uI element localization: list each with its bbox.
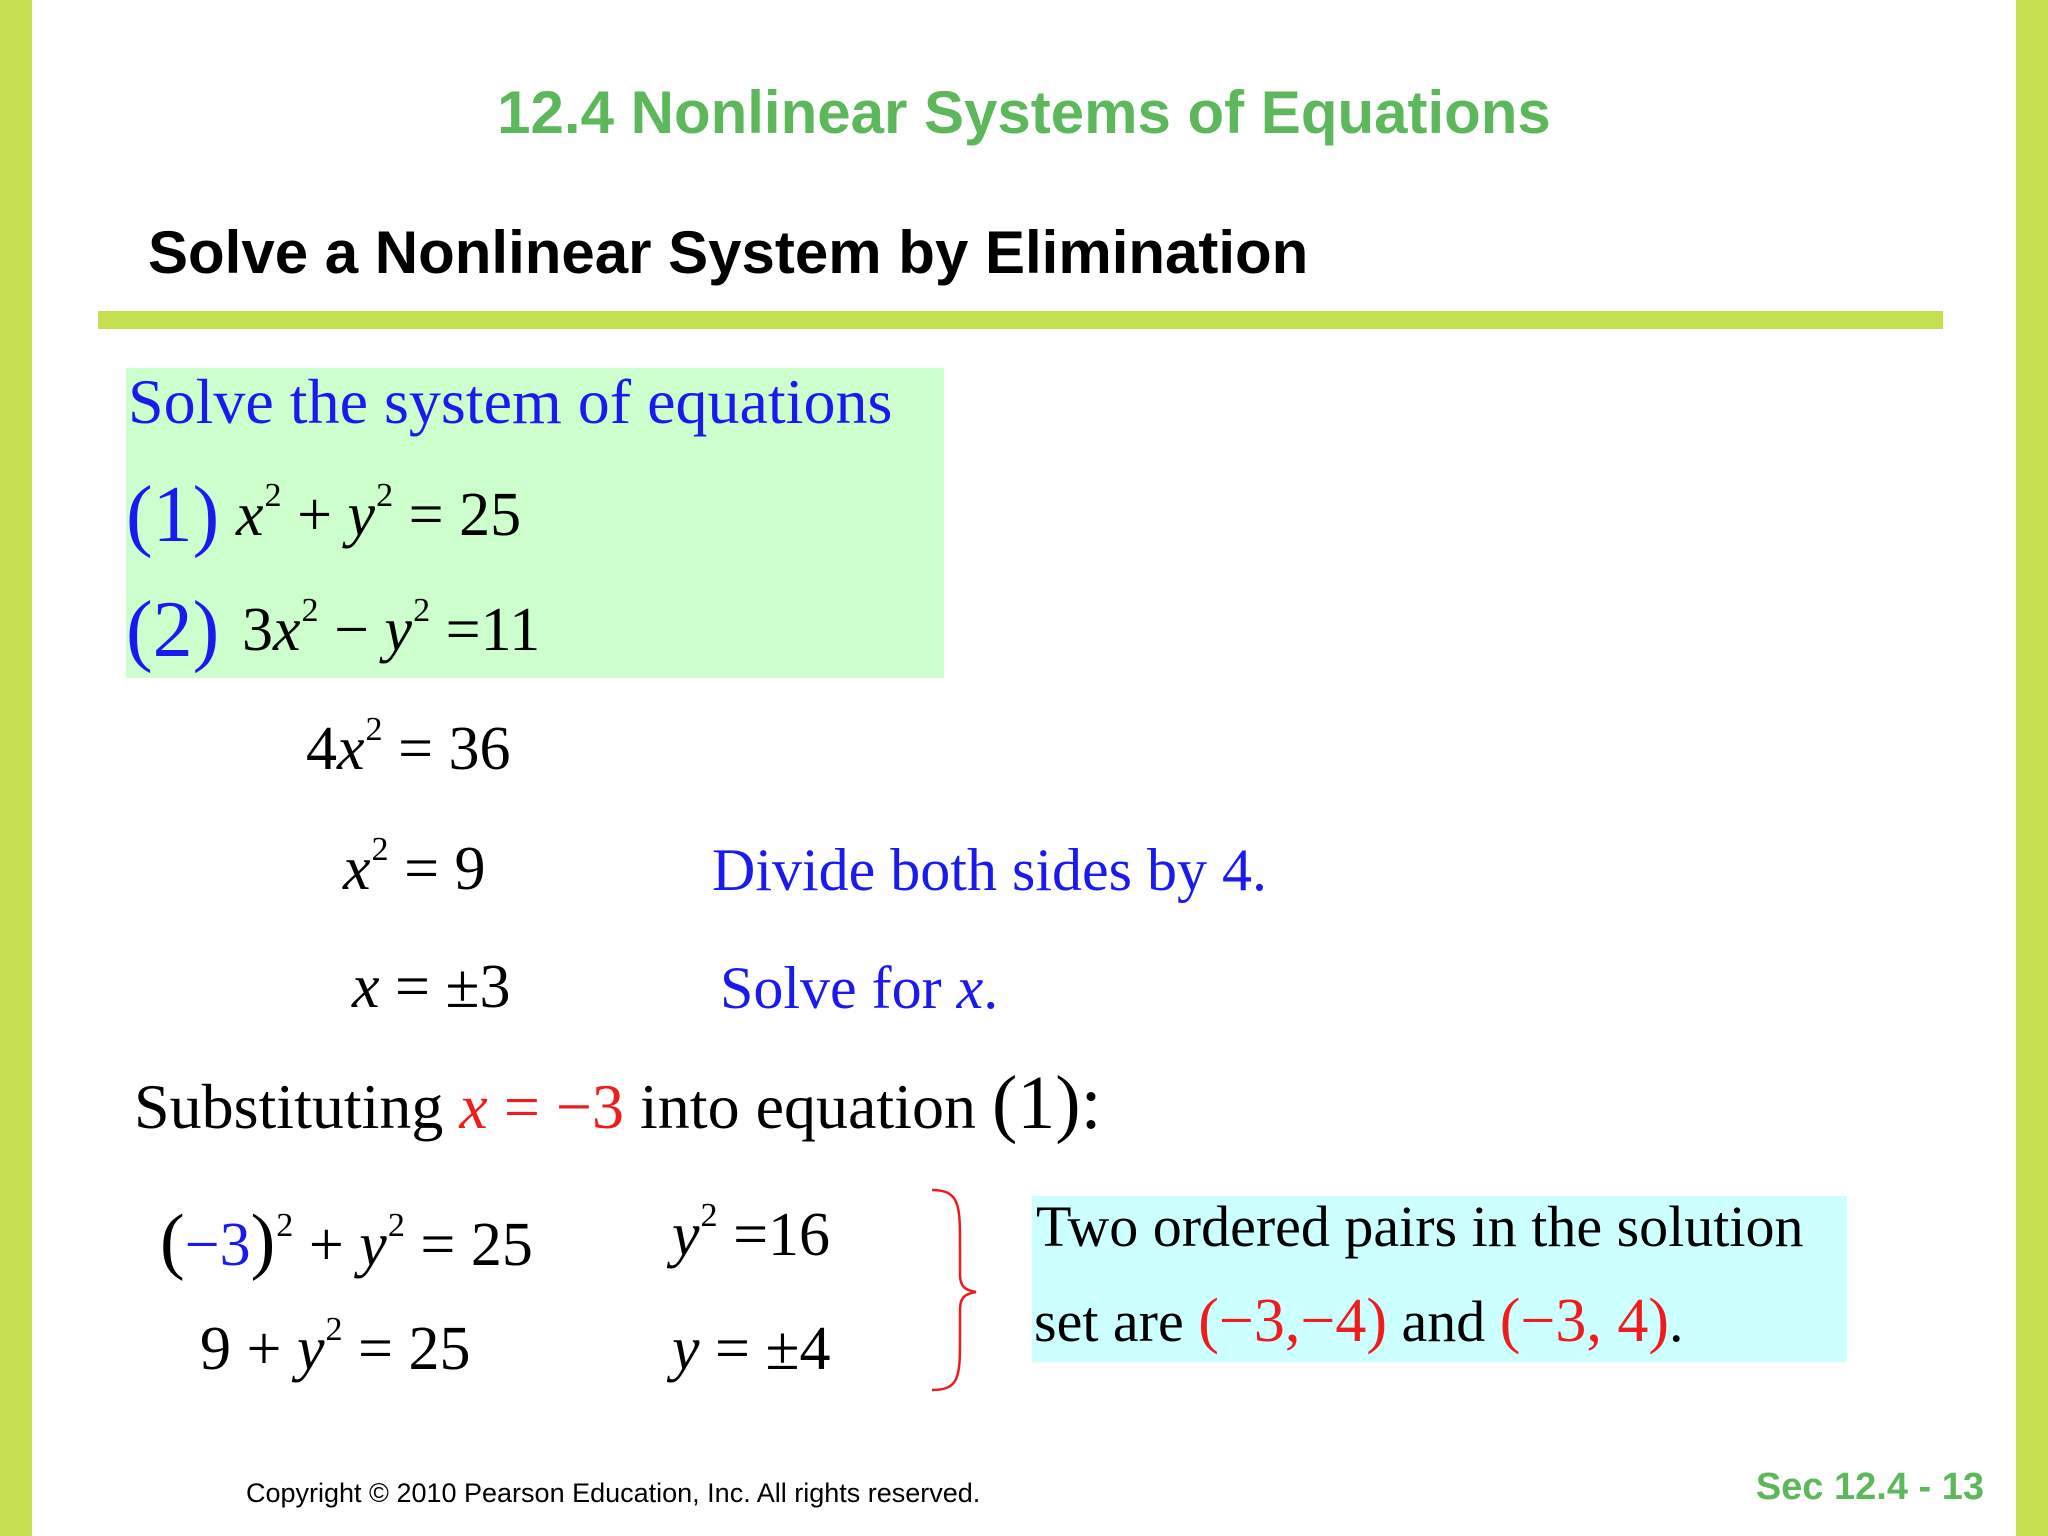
solution-line-1: Two ordered pairs in the solution: [1036, 1194, 1804, 1259]
title-divider: [98, 311, 1943, 329]
solution-pair-1: (−3,−4): [1198, 1287, 1387, 1355]
work-left-line-2: $9 + y^2 = 25$: [200, 1311, 471, 1383]
slide-subtitle: Solve a Nonlinear System by Elimination: [148, 219, 1309, 286]
step-3-math: x = ±3: [352, 953, 511, 1021]
solution-line-2: [1034, 1287, 1684, 1355]
left-border: [0, 0, 32, 1536]
step-2-note: Divide both sides by 4.: [712, 837, 1267, 903]
substitution-line: [134, 1061, 1102, 1145]
problem-prompt: Solve the system of equations: [128, 366, 893, 437]
solution-conjunction: and: [1401, 1289, 1486, 1354]
step-3-note: Solve for x.: [720, 955, 999, 1021]
substitution-text-after: into equation: [640, 1071, 976, 1142]
equation-1-label: (1): [126, 471, 220, 559]
equation-2: $3x^2 - y^2 =11$: [242, 592, 541, 664]
right-border: [2016, 0, 2048, 1536]
page-number: Sec 12.4 - 13: [1755, 1466, 1984, 1508]
copyright: Copyright © 2010 Pearson Education, Inc. All rights reserved.: [246, 1478, 981, 1508]
work-right-line-2: y = ±4: [672, 1315, 831, 1383]
work-right-line-1: $y^2 =16$: [672, 1197, 831, 1269]
step-2-math: $x^2 = 9$: [343, 831, 486, 903]
substitution-value: x = −3: [459, 1071, 624, 1142]
right-brace: [920, 1186, 980, 1396]
work-left-line-1: $(-3)^2 + y^2 = 25$: [160, 1200, 533, 1282]
solution-prefix: set are: [1034, 1289, 1184, 1354]
equation-2-label: (2): [126, 586, 220, 674]
equation-1: $x^2 + y^2 = 25$: [236, 477, 522, 549]
substitution-text-before: Substituting: [134, 1071, 444, 1142]
step-1-math: $4x^2 = 36$: [306, 711, 511, 783]
solution-end: .: [1668, 1289, 1684, 1354]
slide-title: 12.4 Nonlinear Systems of Equations: [497, 79, 1551, 146]
substitution-ref: (1):: [991, 1061, 1102, 1145]
solution-pair-2: (−3, 4): [1499, 1287, 1669, 1355]
